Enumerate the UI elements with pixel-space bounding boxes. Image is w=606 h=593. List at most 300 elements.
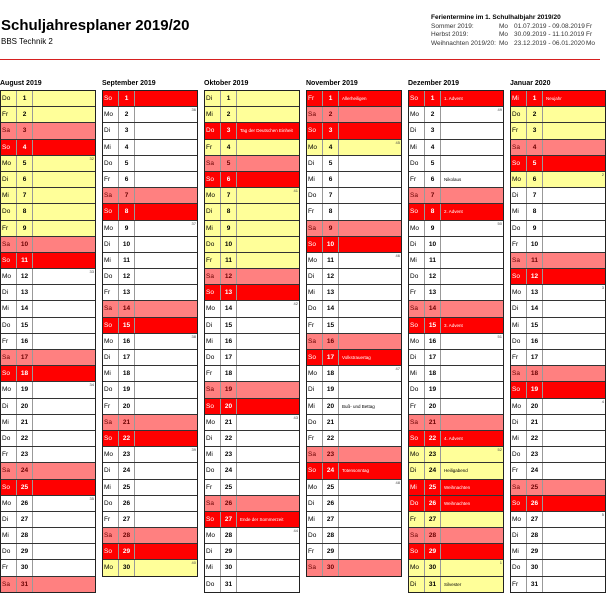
day-row[interactable] bbox=[1, 139, 95, 155]
day-row[interactable] bbox=[307, 106, 401, 122]
weekday-label: So bbox=[205, 399, 221, 414]
day-row[interactable] bbox=[307, 252, 401, 268]
day-row[interactable] bbox=[103, 106, 197, 122]
day-row[interactable] bbox=[409, 333, 503, 349]
day-row[interactable] bbox=[511, 122, 605, 138]
day-number: 19 bbox=[119, 382, 135, 397]
day-row[interactable] bbox=[103, 511, 197, 527]
day-row[interactable] bbox=[409, 398, 503, 414]
day-number: 3 bbox=[17, 123, 33, 138]
day-note bbox=[33, 253, 95, 268]
day-row[interactable] bbox=[103, 430, 197, 446]
day-note bbox=[33, 140, 95, 155]
day-row[interactable] bbox=[511, 527, 605, 543]
day-row[interactable] bbox=[409, 381, 503, 397]
day-row[interactable] bbox=[409, 284, 503, 300]
weekday-label: Do bbox=[103, 156, 119, 171]
day-note bbox=[339, 480, 401, 495]
day-row[interactable] bbox=[103, 252, 197, 268]
day-note bbox=[33, 91, 95, 106]
day-row[interactable] bbox=[511, 479, 605, 495]
day-row[interactable] bbox=[511, 187, 605, 203]
day-row[interactable] bbox=[205, 317, 299, 333]
day-row[interactable] bbox=[205, 365, 299, 381]
weekday-label: Do bbox=[307, 301, 323, 316]
day-row[interactable] bbox=[511, 559, 605, 575]
week-number: 32 bbox=[89, 155, 94, 161]
day-number: 6 bbox=[17, 172, 33, 187]
day-row[interactable] bbox=[409, 479, 503, 495]
day-row[interactable] bbox=[511, 398, 605, 414]
day-row[interactable] bbox=[103, 446, 197, 462]
weekday-label: Mi bbox=[103, 366, 119, 381]
day-number: 29 bbox=[323, 544, 339, 559]
day-row[interactable] bbox=[205, 414, 299, 430]
day-row[interactable] bbox=[307, 495, 401, 511]
day-row[interactable] bbox=[307, 284, 401, 300]
day-number: 4 bbox=[17, 140, 33, 155]
day-row[interactable] bbox=[511, 139, 605, 155]
day-row[interactable] bbox=[205, 430, 299, 446]
day-row[interactable] bbox=[103, 462, 197, 478]
day-row[interactable] bbox=[409, 430, 503, 446]
day-row[interactable] bbox=[409, 106, 503, 122]
day-row[interactable] bbox=[103, 139, 197, 155]
day-row[interactable] bbox=[1, 284, 95, 300]
day-number: 10 bbox=[323, 237, 339, 252]
day-row[interactable] bbox=[205, 122, 299, 138]
day-note bbox=[339, 140, 401, 155]
day-row[interactable] bbox=[103, 365, 197, 381]
day-row[interactable] bbox=[1, 430, 95, 446]
day-row[interactable] bbox=[409, 462, 503, 478]
day-number: 25 bbox=[221, 480, 237, 495]
day-row[interactable] bbox=[103, 381, 197, 397]
weekday-label: Mo bbox=[409, 447, 425, 462]
day-row[interactable] bbox=[205, 268, 299, 284]
day-row[interactable] bbox=[103, 236, 197, 252]
day-number: 27 bbox=[323, 512, 339, 527]
day-row[interactable] bbox=[409, 252, 503, 268]
day-row[interactable] bbox=[307, 139, 401, 155]
month-grid bbox=[204, 90, 300, 593]
day-row[interactable] bbox=[307, 398, 401, 414]
day-row[interactable] bbox=[1, 317, 95, 333]
day-note bbox=[237, 334, 299, 349]
day-note bbox=[33, 463, 95, 478]
day-number: 7 bbox=[221, 188, 237, 203]
weekday-label: So bbox=[205, 285, 221, 300]
day-row[interactable] bbox=[1, 187, 95, 203]
day-row[interactable] bbox=[511, 462, 605, 478]
day-row[interactable] bbox=[1, 365, 95, 381]
weekday-label: Mi bbox=[511, 91, 527, 106]
day-row[interactable] bbox=[205, 187, 299, 203]
week-number: 38 bbox=[191, 333, 196, 339]
day-row[interactable] bbox=[1, 155, 95, 171]
day-row[interactable] bbox=[1, 106, 95, 122]
day-row[interactable] bbox=[103, 479, 197, 495]
day-note bbox=[135, 156, 197, 171]
day-row[interactable] bbox=[205, 139, 299, 155]
day-note bbox=[135, 188, 197, 203]
day-row[interactable] bbox=[1, 414, 95, 430]
day-number: 10 bbox=[425, 237, 441, 252]
day-row[interactable] bbox=[1, 333, 95, 349]
day-row[interactable] bbox=[307, 446, 401, 462]
week-number: 49 bbox=[497, 107, 502, 113]
day-row[interactable] bbox=[511, 284, 605, 300]
day-row[interactable] bbox=[103, 203, 197, 219]
day-note bbox=[237, 480, 299, 495]
day-note bbox=[543, 123, 605, 138]
day-row[interactable] bbox=[409, 187, 503, 203]
day-row[interactable] bbox=[307, 300, 401, 316]
day-number: 30 bbox=[527, 560, 543, 575]
day-row[interactable] bbox=[409, 91, 503, 106]
day-row[interactable] bbox=[1, 462, 95, 478]
weekday-label: Mo bbox=[307, 366, 323, 381]
day-row[interactable] bbox=[103, 349, 197, 365]
day-row[interactable] bbox=[205, 252, 299, 268]
weekday-label: Di bbox=[1, 399, 17, 414]
day-row[interactable] bbox=[103, 543, 197, 559]
day-row[interactable] bbox=[205, 479, 299, 495]
day-row[interactable] bbox=[205, 543, 299, 559]
weekday-label: Di bbox=[511, 188, 527, 203]
day-number: 8 bbox=[323, 204, 339, 219]
day-row[interactable] bbox=[307, 171, 401, 187]
day-row[interactable] bbox=[103, 284, 197, 300]
day-row[interactable] bbox=[409, 543, 503, 559]
day-note bbox=[543, 285, 605, 300]
day-row[interactable] bbox=[307, 543, 401, 559]
weekday-label: Mo bbox=[307, 480, 323, 495]
day-number: 21 bbox=[527, 415, 543, 430]
day-row[interactable] bbox=[511, 543, 605, 559]
day-row[interactable] bbox=[307, 462, 401, 478]
holiday-range: 01.07.2019 - 09.08.2019 bbox=[514, 22, 585, 30]
day-row[interactable] bbox=[1, 122, 95, 138]
day-row[interactable] bbox=[103, 268, 197, 284]
day-row[interactable] bbox=[511, 300, 605, 316]
day-number: 18 bbox=[17, 366, 33, 381]
day-note bbox=[135, 301, 197, 316]
weekday-label: Fr bbox=[1, 221, 17, 236]
day-number: 18 bbox=[323, 366, 339, 381]
day-row[interactable] bbox=[511, 381, 605, 397]
day-row[interactable] bbox=[307, 268, 401, 284]
weekday-label: Sa bbox=[409, 188, 425, 203]
day-row[interactable] bbox=[1, 398, 95, 414]
weekday-label: Fr bbox=[1, 334, 17, 349]
day-row[interactable] bbox=[307, 365, 401, 381]
day-row[interactable] bbox=[307, 122, 401, 138]
day-number: 24 bbox=[527, 463, 543, 478]
day-row[interactable] bbox=[511, 236, 605, 252]
day-row[interactable] bbox=[1, 511, 95, 527]
day-number: 2 bbox=[527, 107, 543, 122]
day-note bbox=[543, 269, 605, 284]
day-row[interactable] bbox=[307, 381, 401, 397]
weekday-label: Di bbox=[103, 237, 119, 252]
day-row[interactable] bbox=[409, 203, 503, 219]
weekday-label: Sa bbox=[307, 107, 323, 122]
day-row[interactable] bbox=[307, 333, 401, 349]
day-row[interactable] bbox=[307, 236, 401, 252]
day-row[interactable] bbox=[205, 91, 299, 106]
weekday-label: Sa bbox=[205, 269, 221, 284]
day-number: 12 bbox=[221, 269, 237, 284]
month-grid bbox=[0, 90, 96, 593]
day-number: 28 bbox=[527, 528, 543, 543]
day-row[interactable] bbox=[307, 203, 401, 219]
day-row[interactable] bbox=[1, 495, 95, 511]
day-note bbox=[135, 123, 197, 138]
day-number: 16 bbox=[119, 334, 135, 349]
day-note: 2. Advent bbox=[444, 209, 463, 215]
day-row[interactable] bbox=[103, 155, 197, 171]
day-row[interactable] bbox=[307, 220, 401, 236]
weekday-label: Mo bbox=[511, 172, 527, 187]
day-number: 8 bbox=[221, 204, 237, 219]
day-row[interactable] bbox=[205, 300, 299, 316]
day-row[interactable] bbox=[511, 252, 605, 268]
day-row[interactable] bbox=[307, 187, 401, 203]
day-row[interactable] bbox=[307, 155, 401, 171]
weekday-label: Sa bbox=[307, 560, 323, 575]
weekday-label: Sa bbox=[409, 528, 425, 543]
day-number: 8 bbox=[17, 204, 33, 219]
day-row[interactable] bbox=[409, 236, 503, 252]
weekday-label: Di bbox=[103, 463, 119, 478]
weekday-label: Mi bbox=[103, 480, 119, 495]
day-row[interactable] bbox=[205, 398, 299, 414]
day-row[interactable] bbox=[205, 559, 299, 575]
holiday-row bbox=[431, 40, 606, 49]
day-row[interactable] bbox=[409, 139, 503, 155]
day-row[interactable] bbox=[1, 527, 95, 543]
day-number: 11 bbox=[119, 253, 135, 268]
day-row[interactable] bbox=[307, 527, 401, 543]
day-row[interactable] bbox=[307, 414, 401, 430]
day-row[interactable] bbox=[103, 495, 197, 511]
day-row[interactable] bbox=[205, 284, 299, 300]
day-row[interactable] bbox=[511, 155, 605, 171]
day-row[interactable] bbox=[1, 236, 95, 252]
day-row[interactable] bbox=[511, 446, 605, 462]
day-row[interactable] bbox=[103, 414, 197, 430]
day-row[interactable] bbox=[205, 462, 299, 478]
day-row[interactable] bbox=[409, 576, 503, 592]
day-row[interactable] bbox=[205, 333, 299, 349]
day-row[interactable] bbox=[511, 220, 605, 236]
day-row[interactable] bbox=[307, 317, 401, 333]
day-row[interactable] bbox=[511, 495, 605, 511]
day-row[interactable] bbox=[307, 91, 401, 106]
day-row[interactable] bbox=[1, 203, 95, 219]
day-row[interactable] bbox=[511, 317, 605, 333]
day-row[interactable] bbox=[103, 171, 197, 187]
weekday-label: Do bbox=[1, 431, 17, 446]
day-row[interactable] bbox=[1, 543, 95, 559]
day-row[interactable] bbox=[409, 171, 503, 187]
week-number: 1 bbox=[499, 560, 502, 566]
day-row[interactable] bbox=[1, 446, 95, 462]
day-note bbox=[237, 156, 299, 171]
weekday-label: Di bbox=[205, 318, 221, 333]
weekday-label: Sa bbox=[205, 496, 221, 511]
day-row[interactable] bbox=[511, 268, 605, 284]
day-row[interactable] bbox=[103, 220, 197, 236]
day-note bbox=[339, 528, 401, 543]
day-row[interactable] bbox=[205, 236, 299, 252]
day-row[interactable] bbox=[511, 414, 605, 430]
day-row[interactable] bbox=[103, 300, 197, 316]
day-row[interactable] bbox=[1, 349, 95, 365]
day-number: 21 bbox=[323, 415, 339, 430]
day-row[interactable] bbox=[409, 220, 503, 236]
day-number: 8 bbox=[527, 204, 543, 219]
day-row[interactable] bbox=[1, 252, 95, 268]
day-row[interactable] bbox=[1, 220, 95, 236]
day-row[interactable] bbox=[103, 187, 197, 203]
day-row[interactable] bbox=[409, 446, 503, 462]
weekday-label: Mo bbox=[103, 107, 119, 122]
day-note bbox=[237, 560, 299, 575]
day-row[interactable] bbox=[409, 511, 503, 527]
day-row[interactable] bbox=[205, 349, 299, 365]
day-note bbox=[543, 399, 605, 414]
day-number: 16 bbox=[323, 334, 339, 349]
day-row[interactable] bbox=[511, 333, 605, 349]
day-note bbox=[543, 544, 605, 559]
day-row[interactable] bbox=[511, 171, 605, 187]
day-row[interactable] bbox=[1, 479, 95, 495]
day-row[interactable] bbox=[511, 91, 605, 106]
day-note bbox=[33, 447, 95, 462]
day-number: 1 bbox=[425, 91, 441, 106]
day-number: 17 bbox=[425, 350, 441, 365]
day-row[interactable] bbox=[307, 349, 401, 365]
day-row[interactable] bbox=[1, 576, 95, 592]
day-row[interactable] bbox=[1, 300, 95, 316]
weekday-label: Fr bbox=[511, 463, 527, 478]
weekday-label: Mo bbox=[1, 382, 17, 397]
day-note bbox=[543, 156, 605, 171]
day-number: 2 bbox=[323, 107, 339, 122]
day-row[interactable] bbox=[409, 495, 503, 511]
day-note bbox=[135, 463, 197, 478]
day-number: 22 bbox=[425, 431, 441, 446]
month-grid bbox=[306, 90, 402, 577]
day-row[interactable] bbox=[409, 317, 503, 333]
day-note bbox=[441, 560, 503, 575]
day-row[interactable] bbox=[409, 300, 503, 316]
day-row[interactable] bbox=[1, 381, 95, 397]
day-row[interactable] bbox=[205, 576, 299, 592]
weekday-label: Mo bbox=[409, 107, 425, 122]
day-row[interactable] bbox=[205, 527, 299, 543]
day-row[interactable] bbox=[511, 576, 605, 592]
day-row[interactable] bbox=[511, 203, 605, 219]
day-row[interactable] bbox=[205, 495, 299, 511]
day-row[interactable] bbox=[409, 559, 503, 575]
day-note bbox=[135, 560, 197, 575]
day-row[interactable] bbox=[103, 333, 197, 349]
day-row[interactable] bbox=[511, 349, 605, 365]
day-number: 4 bbox=[527, 140, 543, 155]
day-row[interactable] bbox=[205, 106, 299, 122]
day-row[interactable] bbox=[409, 365, 503, 381]
day-row[interactable] bbox=[103, 91, 197, 106]
day-number: 13 bbox=[221, 285, 237, 300]
day-row[interactable] bbox=[205, 171, 299, 187]
day-note bbox=[237, 528, 299, 543]
day-number: 6 bbox=[527, 172, 543, 187]
day-row[interactable] bbox=[511, 365, 605, 381]
day-row[interactable] bbox=[409, 349, 503, 365]
day-note bbox=[135, 366, 197, 381]
day-row[interactable] bbox=[511, 430, 605, 446]
weekday-label: Do bbox=[103, 269, 119, 284]
day-row[interactable] bbox=[205, 203, 299, 219]
day-row[interactable] bbox=[1, 268, 95, 284]
day-row[interactable] bbox=[511, 106, 605, 122]
day-note bbox=[237, 237, 299, 252]
weekday-label: Mi bbox=[307, 399, 323, 414]
day-row[interactable] bbox=[409, 122, 503, 138]
day-row[interactable] bbox=[409, 155, 503, 171]
day-note bbox=[33, 237, 95, 252]
day-row[interactable] bbox=[307, 511, 401, 527]
day-note bbox=[441, 156, 503, 171]
day-row[interactable] bbox=[1, 171, 95, 187]
day-row[interactable] bbox=[103, 317, 197, 333]
day-row[interactable] bbox=[103, 122, 197, 138]
day-row[interactable] bbox=[1, 559, 95, 575]
day-row[interactable] bbox=[1, 91, 95, 106]
day-row[interactable] bbox=[103, 398, 197, 414]
day-row[interactable] bbox=[205, 220, 299, 236]
day-row[interactable] bbox=[307, 559, 401, 575]
weekday-label: Fr bbox=[307, 544, 323, 559]
day-number: 14 bbox=[221, 301, 237, 316]
day-row[interactable] bbox=[205, 381, 299, 397]
weekday-label: Do bbox=[409, 269, 425, 284]
month-title: Januar 2020 bbox=[510, 80, 551, 87]
day-row[interactable] bbox=[409, 527, 503, 543]
day-note bbox=[543, 350, 605, 365]
day-row[interactable] bbox=[205, 446, 299, 462]
day-note bbox=[339, 560, 401, 575]
day-number: 22 bbox=[527, 431, 543, 446]
day-number: 10 bbox=[527, 237, 543, 252]
day-row[interactable] bbox=[205, 155, 299, 171]
weekday-label: Di bbox=[1, 512, 17, 527]
day-row[interactable] bbox=[307, 479, 401, 495]
day-row[interactable] bbox=[103, 527, 197, 543]
week-number: 46 bbox=[395, 252, 400, 258]
day-row[interactable] bbox=[205, 511, 299, 527]
day-row[interactable] bbox=[409, 268, 503, 284]
day-row[interactable] bbox=[511, 511, 605, 527]
day-row[interactable] bbox=[307, 430, 401, 446]
day-number: 24 bbox=[119, 463, 135, 478]
day-number: 29 bbox=[425, 544, 441, 559]
day-row[interactable] bbox=[103, 559, 197, 575]
day-row[interactable] bbox=[409, 414, 503, 430]
